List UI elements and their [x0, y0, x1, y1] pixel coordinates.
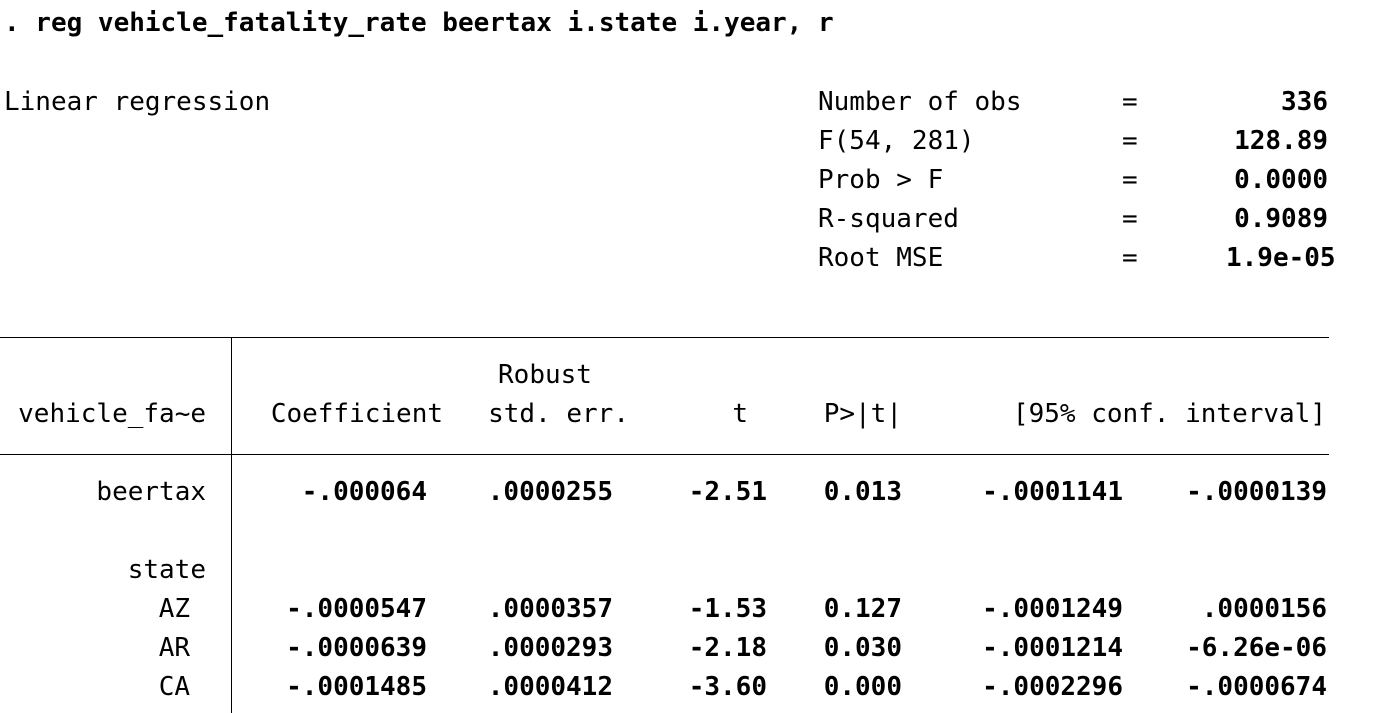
row-label: beertax: [96, 477, 206, 507]
stat-value-probf: 0.0000: [1234, 165, 1328, 195]
header-depvar: vehicle_fa~e: [18, 399, 206, 429]
cell-coef: -.000064: [301, 477, 427, 507]
cell-p: 0.013: [823, 477, 902, 507]
header-pvalue: P>|t|: [823, 399, 902, 429]
stat-label-nobs: Number of obs: [818, 87, 1022, 117]
stat-equals: =: [1122, 87, 1138, 117]
cell-ci-high: -.0000139: [1186, 477, 1327, 507]
cell-se: .0000357: [487, 594, 613, 624]
cell-se: .0000293: [487, 633, 613, 663]
cell-t: -2.51: [688, 477, 767, 507]
command-line: . reg vehicle_fatality_rate beertax i.state i.year, r: [4, 8, 834, 38]
row-label: AZ: [158, 594, 190, 624]
cell-ci-high: -.0000674: [1186, 672, 1327, 702]
table-top-rule: [0, 337, 1329, 338]
stat-value-f: 128.89: [1234, 126, 1328, 156]
stat-equals: =: [1122, 165, 1138, 195]
cell-p: 0.127: [823, 594, 902, 624]
table-divider: [231, 337, 232, 713]
stat-equals: =: [1122, 243, 1138, 273]
cell-ci-low: -.0001141: [982, 477, 1123, 507]
cell-ci-low: -.0001214: [982, 633, 1123, 663]
cell-se: .0000255: [487, 477, 613, 507]
stat-equals: =: [1122, 126, 1138, 156]
stat-equals: =: [1122, 204, 1138, 234]
cell-p: 0.000: [823, 672, 902, 702]
stat-value-nobs: 336: [1281, 87, 1328, 117]
header-stderr: std. err.: [488, 399, 629, 429]
row-label: AR: [158, 633, 190, 663]
table-header-rule: [0, 454, 1329, 455]
stat-label-rmse: Root MSE: [818, 243, 944, 273]
cell-t: -2.18: [688, 633, 767, 663]
cell-t: -1.53: [688, 594, 767, 624]
cell-ci-low: -.0002296: [982, 672, 1123, 702]
header-coefficient: Coefficient: [270, 399, 443, 429]
header-robust: Robust: [498, 360, 592, 390]
cell-coef: -.0001485: [286, 672, 427, 702]
cell-p: 0.030: [823, 633, 902, 663]
cell-ci-high: -6.26e-06: [1186, 633, 1327, 663]
cell-t: -3.60: [688, 672, 767, 702]
header-t: t: [732, 399, 748, 429]
cell-ci-high: .0000156: [1201, 594, 1327, 624]
cell-coef: -.0000547: [286, 594, 427, 624]
stat-label-f: F(54, 281): [818, 126, 975, 156]
stat-value-rmse: 1.9e-05: [1226, 243, 1336, 273]
cell-ci-low: -.0001249: [982, 594, 1123, 624]
cell-coef: -.0000639: [286, 633, 427, 663]
cell-se: .0000412: [487, 672, 613, 702]
stat-value-rsq: 0.9089: [1234, 204, 1328, 234]
group-label-state: state: [127, 555, 206, 585]
stat-label-rsq: R-squared: [818, 204, 959, 234]
stat-label-probf: Prob > F: [818, 165, 944, 195]
row-label: CA: [158, 672, 190, 702]
header-conf-interval: [95% conf. interval]: [1012, 399, 1326, 429]
model-title: Linear regression: [4, 87, 271, 117]
